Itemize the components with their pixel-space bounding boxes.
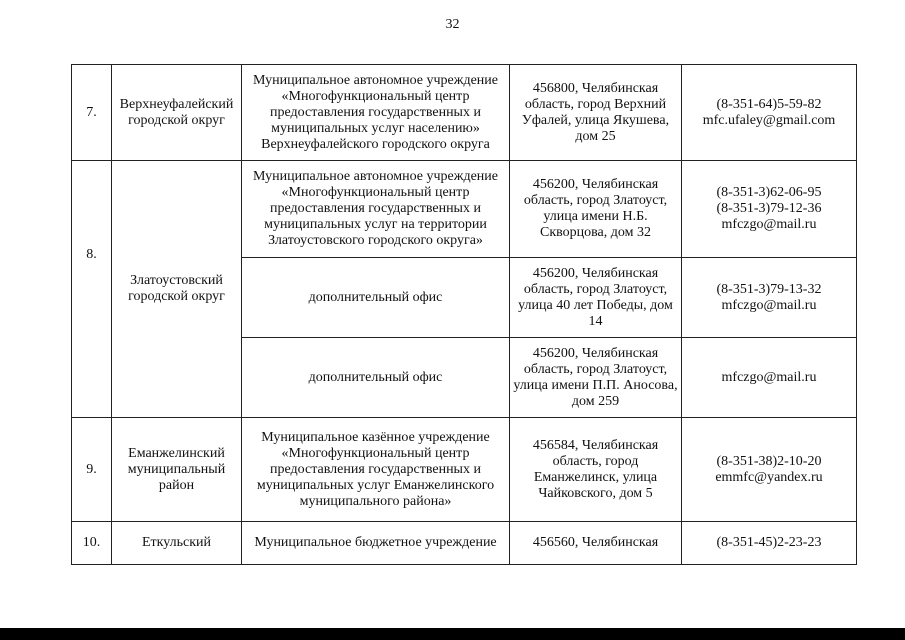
email: mfc.ufaley@gmail.com <box>702 112 836 128</box>
address: 456800, Челябинская область, город Верхний Уфалей, улица Якушева, дом 25 <box>510 65 682 161</box>
table-row <box>72 418 857 522</box>
email: mfczgo@mail.ru <box>721 369 817 385</box>
phone: (8-351-3)79-13-32 <box>716 281 822 297</box>
page-bottom-border <box>0 628 905 640</box>
row-number: 10. <box>72 522 112 565</box>
address: 456584, Челябинская область, город Еманжелинск, улица Чайковского, дом 5 <box>510 418 682 522</box>
contacts <box>682 418 857 522</box>
district-name: Еманжелинский муниципальный район <box>112 418 242 522</box>
email: mfczgo@mail.ru <box>721 217 817 232</box>
contacts <box>682 258 857 338</box>
district-name: Еткульский <box>112 522 242 565</box>
address: 456560, Челябинская <box>510 522 682 565</box>
district-name: Златоустовский городской округ <box>112 161 242 418</box>
email: mfczgo@mail.ru <box>721 297 817 313</box>
institution-name: дополнительный офис <box>242 338 510 418</box>
institution-name: Муниципальное автономное учреждение «Многофункциональный центр предоставления государственных и муниципальных услуг на территории Златоустовского городского округа» <box>242 161 510 258</box>
table-row <box>72 522 857 565</box>
table-row <box>72 161 857 258</box>
row-number: 8. <box>72 161 112 418</box>
contacts <box>682 522 857 565</box>
district-name: Верхнеуфалейский городской округ <box>112 65 242 161</box>
institution-name: дополнительный офис <box>242 258 510 338</box>
contacts <box>682 65 857 161</box>
phone: (8-351-3)79-12-36 <box>716 201 822 216</box>
institution-name: Муниципальное бюджетное учреждение <box>242 522 510 565</box>
email: emmfc@yandex.ru <box>715 469 823 485</box>
mfc-table <box>71 64 857 565</box>
row-number: 7. <box>72 65 112 161</box>
phone: (8-351-38)2-10-20 <box>716 453 822 469</box>
table-row <box>72 65 857 161</box>
institution-name: Муниципальное казённое учреждение «Многофункциональный центр предоставления государственных и муниципальных услуг Еманжелинского муниципального района» <box>242 418 510 522</box>
contacts <box>682 161 857 258</box>
phone: (8-351-45)2-23-23 <box>716 535 822 550</box>
phone: (8-351-64)5-59-82 <box>716 96 822 112</box>
page-number: 32 <box>445 17 460 32</box>
phone: (8-351-3)62-06-95 <box>716 185 822 200</box>
address: 456200, Челябинская область, город Златоуст, улица 40 лет Победы, дом 14 <box>510 258 682 338</box>
institution-name: Муниципальное автономное учреждение «Многофункциональный центр предоставления государственных и муниципальных услуг населению» Верхнеуфалейского городского округа <box>242 65 510 161</box>
address: 456200, Челябинская область, город Златоуст, улица имени Н.Б. Скворцова, дом 32 <box>510 161 682 258</box>
address: 456200, Челябинская область, город Златоуст, улица имени П.П. Аносова, дом 259 <box>510 338 682 418</box>
contacts <box>682 338 857 418</box>
row-number: 9. <box>72 418 112 522</box>
